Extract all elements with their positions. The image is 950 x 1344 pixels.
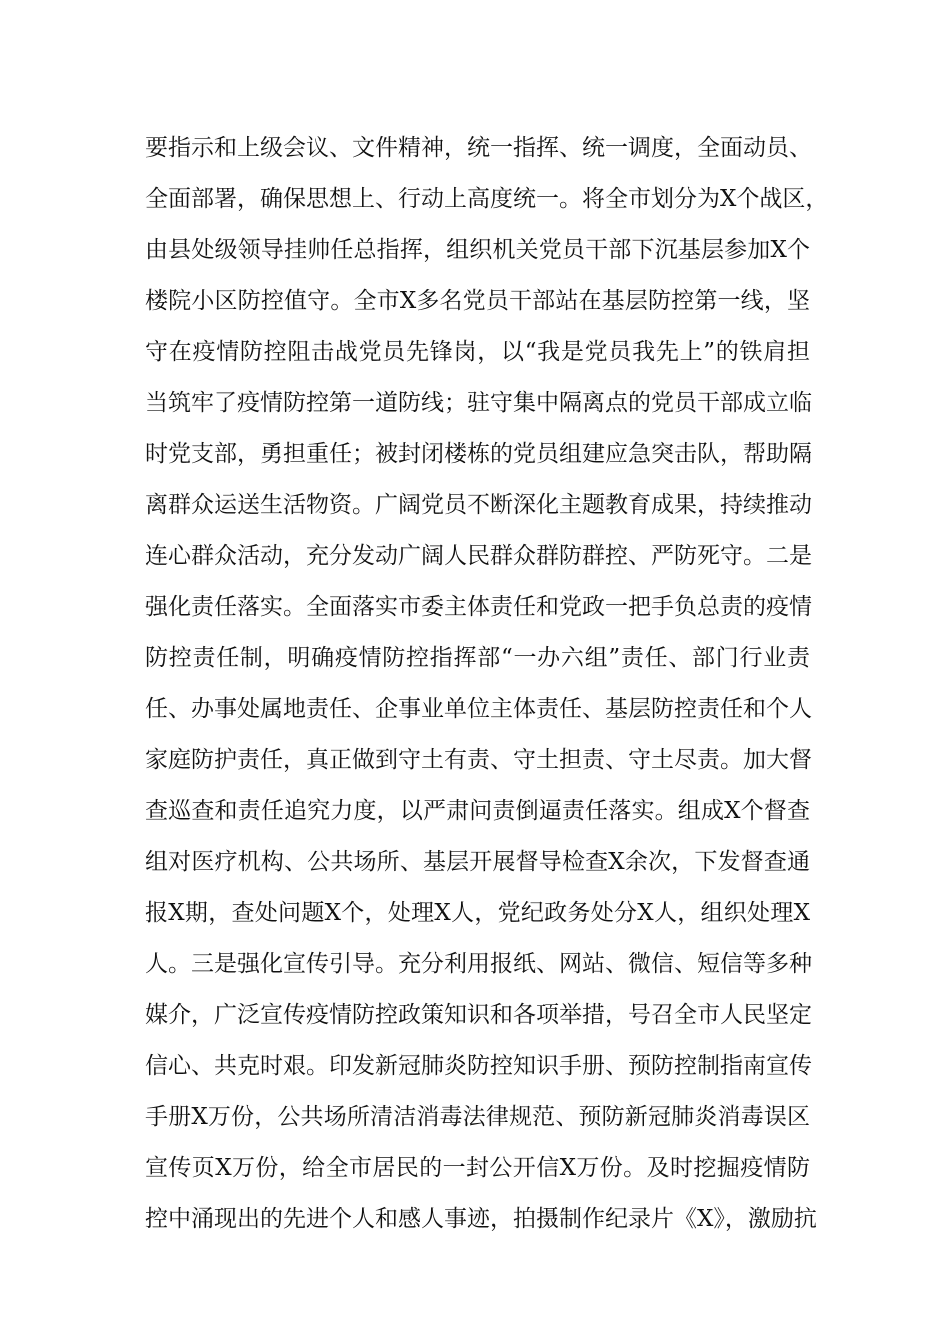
- text-line-11: 防控责任制，明确疫情防控指挥部“一办六组”责任、部门行业责: [145, 645, 810, 671]
- text-line-10: 强化责任落实。全面落实市委主体责任和党政一把手负总责的疫情: [145, 594, 812, 620]
- text-line-2: 全面部署，确保思想上、行动上高度统一。将全市划分为X个战区，: [145, 186, 829, 212]
- text-line-9: 连心群众活动，充分发动广阔人民群众群防群控、严防死守。二是: [145, 543, 812, 569]
- text-line-15: 组对医疗机构、公共场所、基层开展督导检查X余次，下发督查通: [145, 849, 810, 875]
- text-line-17: 人。三是强化宣传引导。充分利用报纸、网站、微信、短信等多种: [145, 951, 812, 977]
- text-line-12: 任、办事处属地责任、企事业单位主体责任、基层防控责任和个人: [145, 696, 812, 722]
- text-line-20: 手册X万份，公共场所清洁消毒法律规范、预防新冠肺炎消毒误区: [145, 1104, 810, 1130]
- text-line-19: 信心、共克时艰。印发新冠肺炎防控知识手册、预防控制指南宣传: [145, 1053, 812, 1079]
- text-line-13: 家庭防护责任，真正做到守土有责、守土担责、守土尽责。加大督: [145, 747, 812, 773]
- text-line-1: 要指示和上级会议、文件精神，统一指挥、统一调度，全面动员、: [145, 135, 812, 161]
- text-line-18: 媒介，广泛宣传疫情防控政策知识和各项举措，号召全市人民坚定: [145, 1002, 812, 1028]
- text-line-14: 查巡查和责任追究力度，以严肃问责倒逼责任落实。组成X个督查: [145, 798, 810, 824]
- body-text: [145, 128, 829, 1250]
- text-line-4: 楼院小区防控值守。全市X多名党员干部站在基层防控第一线，坚: [145, 288, 810, 314]
- text-line-3: 由县处级领导挂帅任总指挥，组织机关党员干部下沉基层参加X个: [145, 237, 810, 263]
- text-line-8: 离群众运送生活物资。广阔党员不断深化主题教育成果，持续推动: [145, 492, 812, 518]
- text-line-16: 报X期，查处问题X个，处理X人，党纪政务处分X人，组织处理X: [145, 900, 810, 926]
- text-line-22: 控中涌现出的先进个人和感人事迹，拍摄制作纪录片《X》，激励抗: [145, 1206, 817, 1232]
- text-line-21: 宣传页X万份，给全市居民的一封公开信X万份。及时挖掘疫情防: [145, 1155, 810, 1181]
- text-line-6: 当筑牢了疫情防控第一道防线；驻守集中隔离点的党员干部成立临: [145, 390, 812, 416]
- text-line-7: 时党支部，勇担重任；被封闭楼栋的党员组建应急突击队，帮助隔: [145, 441, 812, 467]
- text-line-5: 守在疫情防控阻击战党员先锋岗，以“我是党员我先上”的铁肩担: [145, 339, 810, 365]
